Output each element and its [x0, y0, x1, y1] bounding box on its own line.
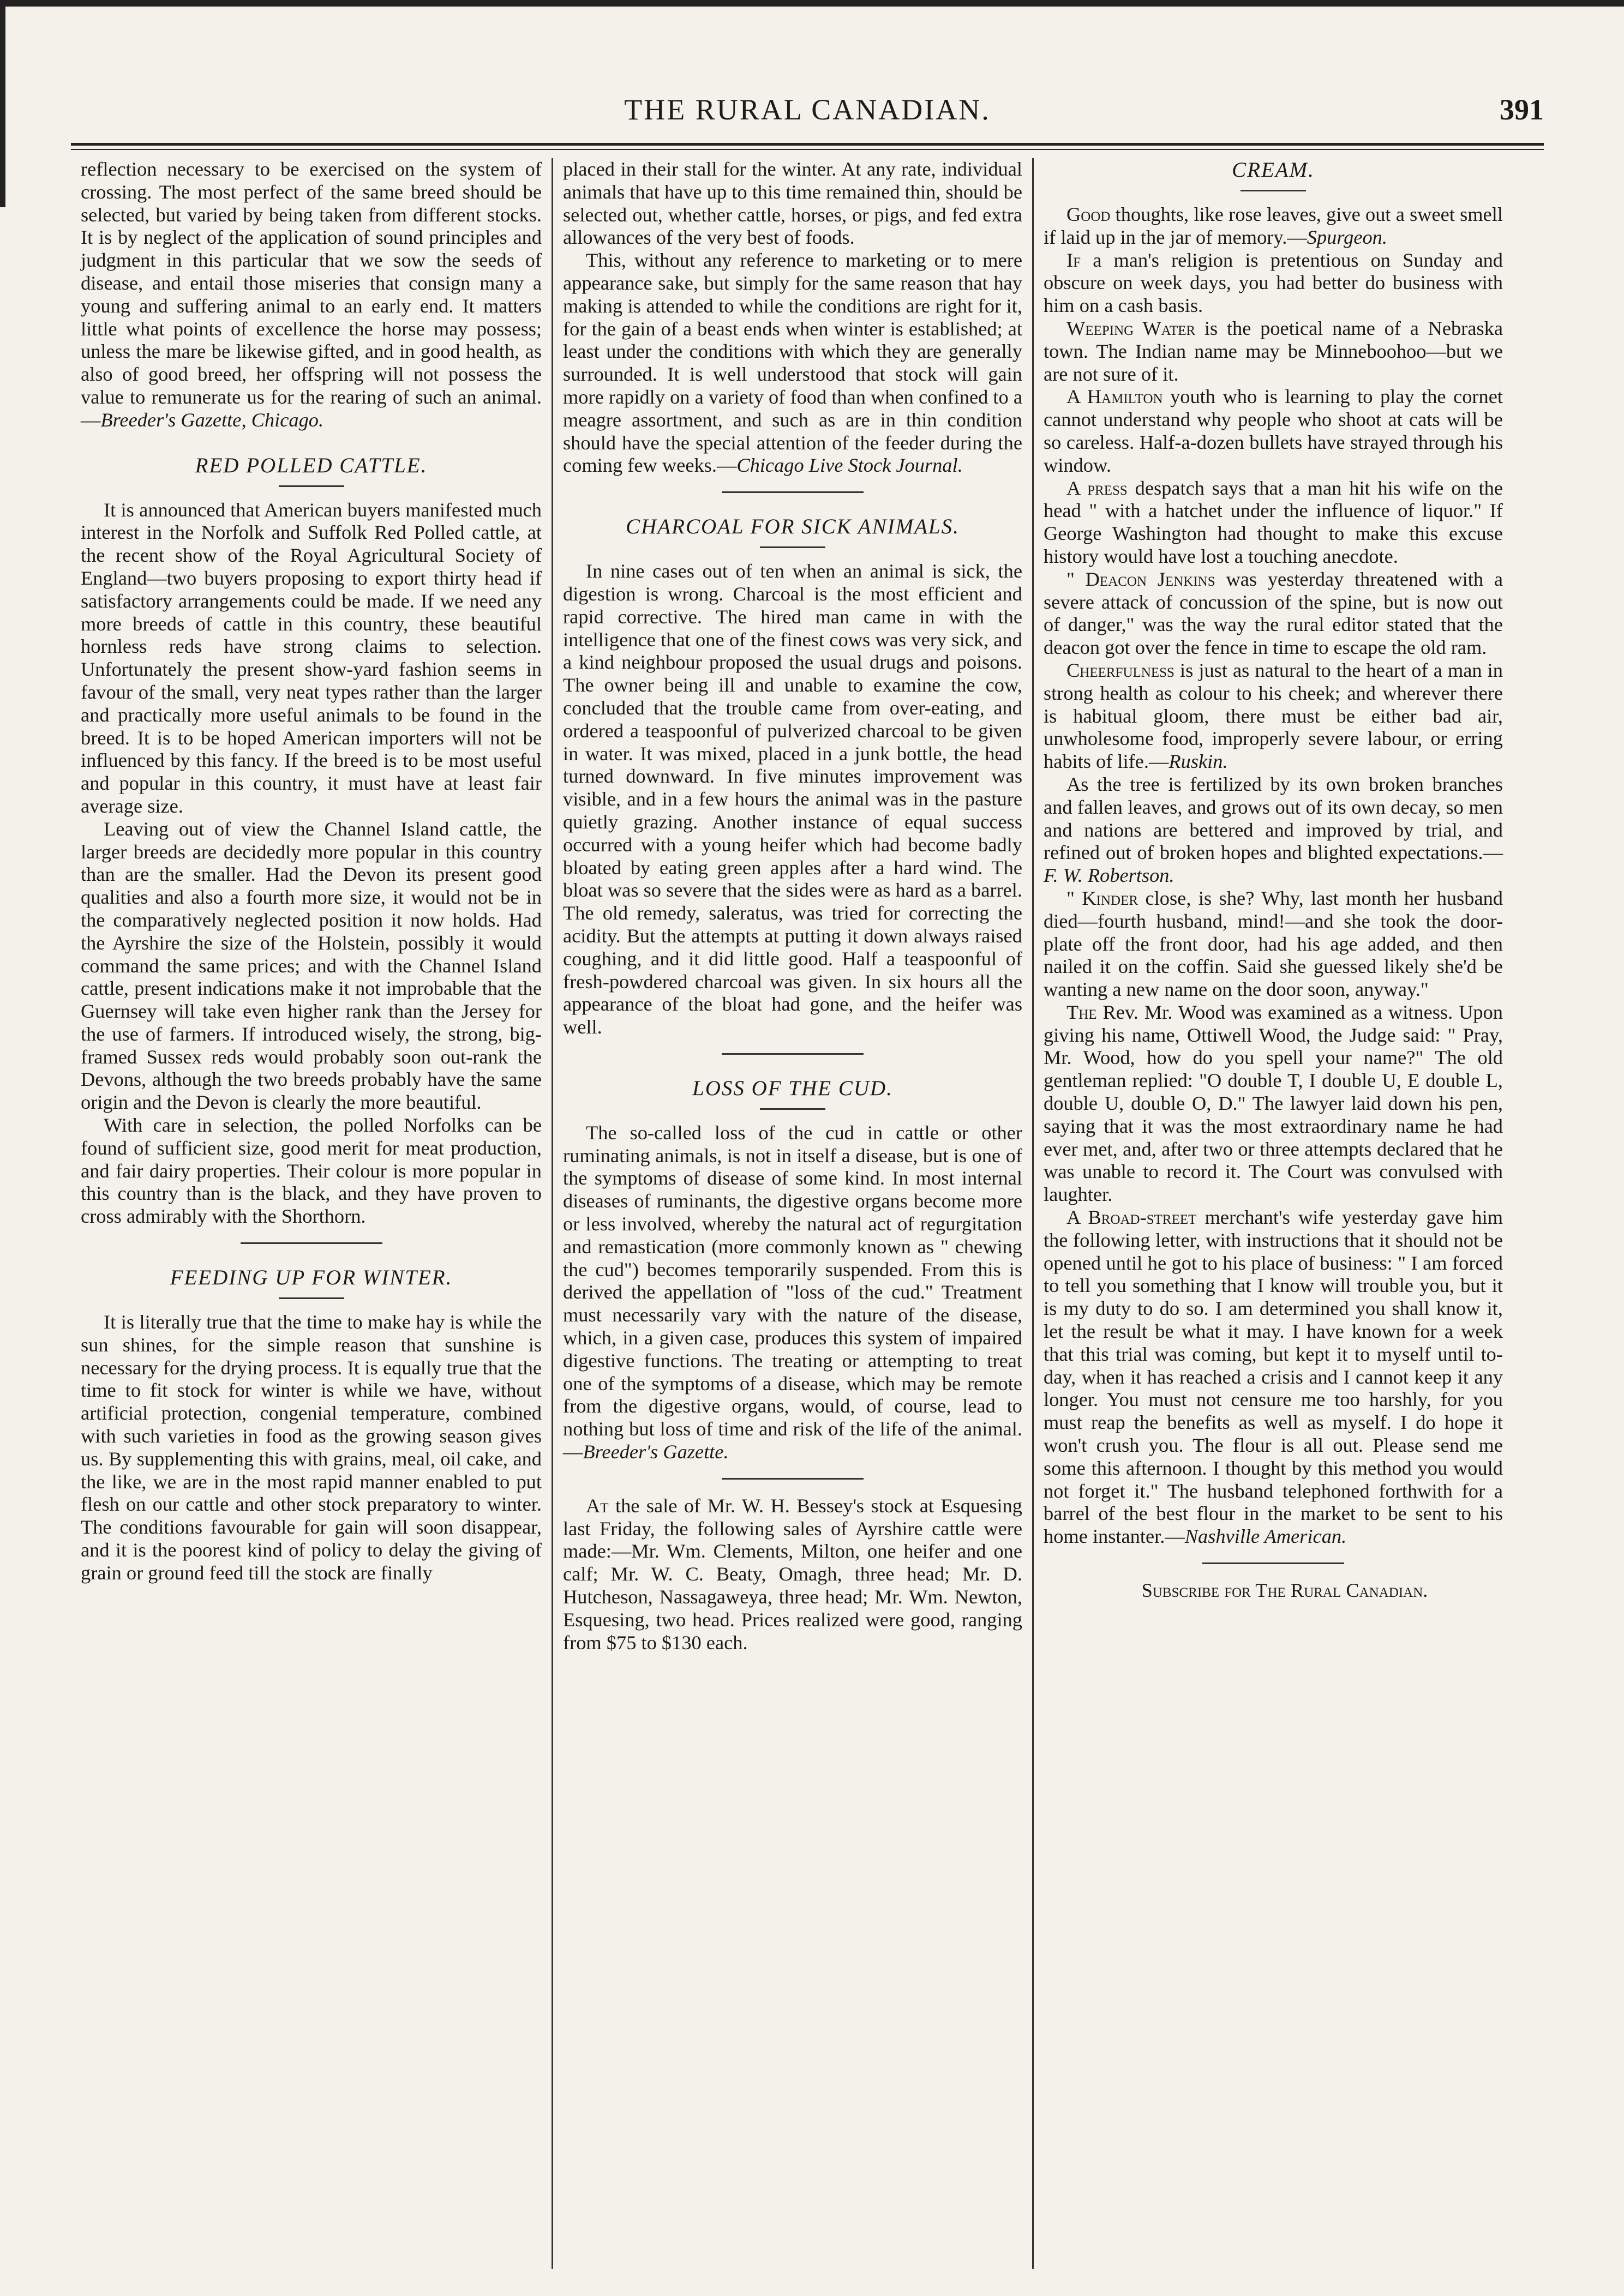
subscribe-notice: Subscribe for The Rural Canadian. [1141, 1579, 1428, 1602]
divider [1241, 190, 1306, 191]
divider [722, 1478, 864, 1480]
divider [1202, 1562, 1344, 1564]
article-paragraph: With care in selection, the polled Norfolks can be found of sufficient size, good merit for meat production, and fair dairy properties. Their colour is more popular in this country than is the black, and they have proven to cross admirably with the Shorthorn. [81, 1114, 542, 1228]
column-1 [71, 158, 552, 2269]
article-paragraph: In nine cases out of ten when an animal is sick, the digestion is wrong. Charcoal is the most efficient and rapid corrective. The hired man came in with the intelligence that one of the finest cows was very sick, and a kind neighbour proposed the usual drugs and poisons. The owner being ill and unable to examine the cow, concluded that the trouble came from over-eating, and ordered a teaspoonful of pulverized charcoal to be given in water. It was mixed, placed in a junk bottle, the head turned downward. In five minutes improvement was visible, and in a few hours the animal was in the pasture quietly grazing. Another instance of equal success occurred with a young heifer which had become badly bloated by eating green apples after a hard wind. The bloat was so severe that the sides were as hard as a barrel. The old remedy, saleratus, was tried for correcting the acidity. But the attempts at putting it down always raised coughing, and it did little good. Half a teaspoonful of fresh-powdered charcoal was given. In six hours all the appearance of the bloat had gone, and the heifer was well. [563, 560, 1022, 1038]
article-paragraph: Good thoughts, like rose leaves, give out a sweet smell if laid up in the jar of memory.—Spurgeon. [1044, 203, 1503, 248]
article-paragraph: A Hamilton youth who is learning to play the cornet cannot understand why people who shoot at cats will be so careless. Half-a-dozen bullets have strayed through his window. [1044, 386, 1503, 476]
article-paragraph: At the sale of Mr. W. H. Bessey's stock at Esquesing last Friday, the following sales of Ayrshire cattle were made:—Mr. Wm. Clements, Milton, one heifer and one calf; Mr. W. C. Beaty, Omagh, three head; Mr. D. Hutcheson, Nassagaweya, three head; Mr. Wm. Newton, Esquesing, two head. Prices realized were good, ranging from $75 to $130 each. [563, 1494, 1022, 1654]
left-margin-rule [0, 0, 5, 207]
article-paragraph: reflection necessary to be exercised on the system of crossing. The most perfect of the same breed should be selected, but varied by being taken from different stocks. It is by neglect of the application of sound principles and judgment in this particular that we sow the seeds of disease, and entail those miseries that consign many a young and suffering animal to an early end. It matters little what points of excellence the horse may possess; unless the mare be likewise gifted, and in good health, as also of good breed, her offspring will not possess the value to remunerate us for the rearing of such an animal.—Breeder's Gazette, Chicago. [81, 158, 542, 431]
article-paragraph: A Broad-street merchant's wife yesterday gave him the following letter, with instructions that it should not be opened until he got to his place of business: " I am forced to tell you something that I know will trouble you, but it is my duty to do so. I am determined you shall know it, let the result be what it may. I have known for a week that this trial was coming, but kept it to myself until to-day, when it has reached a crisis and I cannot keep it any longer. You must not censure me too harshly, for you must reap the benefits as well as myself. I do hope it won't crush you. The flour is all out. Please send me some this afternoon. I thought by this method you would not forget it." The husband telephoned forthwith for a barrel of the best flour in the market to be sent to his home instanter.—Nashville American. [1044, 1206, 1503, 1548]
heading-cream: CREAM. [1232, 158, 1315, 182]
divider [760, 546, 825, 548]
header-rule [71, 143, 1544, 146]
article-paragraph: Cheerfulness is just as natural to the heart of a man in strong health as colour to his cheek; and wherever there is habitual gloom, there must be either bad air, unwholesome food, improperly severe labour, or erring habits of life.—Ruskin. [1044, 659, 1503, 773]
article-paragraph: This, without any reference to marketing or to mere appearance sake, but simply for the same reason that hay making is attended to while the conditions are right for it, for the gain of a beast ends when winter is established; at least under the conditions with which they are generally surrounded. It is well understood that stock will gain more rapidly on a variety of food than when confined to a meagre assortment, and such as are in thin condition should have the special attention of the feeder during the coming few weeks.—Chicago Live Stock Journal. [563, 249, 1022, 477]
article-columns [71, 158, 1544, 2269]
page-header [71, 93, 1544, 136]
article-paragraph: placed in their stall for the winter. At any rate, individual animals that have up to this time remained thin, should be selected out, whether cattle, horses, or pigs, and fed extra allowances of the very best of foods. [563, 158, 1022, 249]
article-paragraph: It is literally true that the time to make hay is while the sun shines, for the simple reason that sunshine is necessary for the drying process. It is equally true that the time to fit stock for winter is while we have, without artificial protection, congenial temperature, combined with such varieties in food as the growing season gives us. By supplementing this with grains, meal, oil cake, and the like, we are in the most rapid manner enabled to put flesh on our cattle and other stock preparatory to winter. The conditions favourable for gain will soon disappear, and it is the poorest kind of policy to delay the giving of grain or ground feed till the stock are finally [81, 1311, 542, 1584]
divider [722, 491, 864, 493]
divider [760, 1108, 825, 1110]
article-paragraph: Leaving out of view the Channel Island cattle, the larger breeds are decidedly more popular in this country than are the smaller. Had the Devon its present good qualities and also a fourth more size, it would not be in the comparatively neglected position it now holds. Had the Ayrshire the size of the Holstein, possibly it would command the same prices; and with the Channel Island cattle, present indications make it not improbable that the Guernsey will take even higher rank than the Jersey for the use of farmers. If introduced wisely, the strong, big-framed Sussex reds would probably soon out-rank the Devons, although the two breeds probably have the same origin and the Devon is clearly the more beautiful. [81, 818, 542, 1114]
heading-loss-of-the-cud: LOSS OF THE CUD. [692, 1076, 893, 1100]
article-paragraph: It is announced that American buyers manifested much interest in the Norfolk and Suffolk Red Polled cattle, at the recent show of the Royal Agricultural Society of England—two buyers proposing to export thirty head if satisfactory arrangements could be made. If we need any more breeds of cattle in this country, these beautiful hornless reds have strong claims to selection. Unfortunately the present show-yard fashion seems in favour of the small, very neat types rather than the larger and practically more useful animals to be found in the breed. It is to be hoped American importers will not be influenced by this fancy. If the breed is to be most useful and popular in this country, it must have at least fair average size. [81, 498, 542, 817]
divider [279, 1297, 344, 1299]
newspaper-page [71, 93, 1544, 2269]
article-paragraph: " Deacon Jenkins was yesterday threatened with a severe attack of concussion of the spine, but is now out of danger," was the way the rural editor stated that the deacon got over the fence in time to escape the old ram. [1044, 568, 1503, 659]
divider [722, 1053, 864, 1055]
article-paragraph: Weeping Water is the poetical name of a Nebraska town. The Indian name may be Minneboohoo—but we are not sure of it. [1044, 317, 1503, 385]
heading-charcoal-for-sick-animals: CHARCOAL FOR SICK ANIMALS. [626, 515, 960, 539]
page-title: THE RURAL CANADIAN. [624, 93, 991, 126]
article-paragraph: As the tree is fertilized by its own broken branches and fallen leaves, and grows out of its own decay, so men and nations are bettered and improved by trial, and refined out of broken hopes and blighted expectations.—F. W. Robertson. [1044, 773, 1503, 887]
article-paragraph: " Kinder close, is she? Why, last month her husband died—fourth husband, mind!—and she took the door-plate off the front door, had his age added, and then nailed it on the coffin. Said she guessed likely she'd be wanting a new name on the door soon, anyway." [1044, 887, 1503, 1001]
top-rule [0, 0, 1624, 7]
article-paragraph: The so-called loss of the cud in cattle or other ruminating animals, is not in itself a disease, but is one of the symptoms of disease of some kind. In most internal diseases of ruminants, the digestive organs become more or less involved, whereby the natural act of regurgitation and remastication (more commonly known as " chewing the cud") becomes temporarily suspended. From this is derived the appellation of "loss of the cud." Treatment must necessarily vary with the nature of the disease, which, in a given case, produces this system of impaired digestive functions. The treating or attempting to treat one of the symptoms of a disease, which may be remote from the digestive organs, would, of course, lead to nothing but loss of time and risk of the life of the animal.—Breeder's Gazette. [563, 1121, 1022, 1463]
article-paragraph: A press despatch says that a man hit his wife on the head " with a hatchet under the influence of liquor." If George Washington had thought to make this excuse history would have lost a touching anecdote. [1044, 477, 1503, 567]
column-3 [1032, 158, 1513, 2269]
heading-red-polled-cattle: RED POLLED CATTLE. [195, 453, 428, 477]
header-rule-thin [71, 149, 1544, 150]
article-paragraph: The Rev. Mr. Wood was examined as a witness. Upon giving his name, Ottiwell Wood, the Judge said: " Pray, Mr. Wood, how do you spell your name?" The old gentleman replied: "O double T, I double U, E double L, double U, double O, D." The lawyer laid down his pen, saying that it was the most extraordinary name he had ever met, and, after two or three attempts declared that he was unable to record it. The Court was convulsed with laughter. [1044, 1001, 1503, 1206]
heading-feeding-up-for-winter: FEEDING UP FOR WINTER. [170, 1266, 453, 1290]
page-number: 391 [1500, 93, 1544, 126]
column-2 [552, 158, 1032, 2269]
divider [279, 485, 344, 487]
article-paragraph: If a man's religion is pretentious on Sunday and obscure on week days, you had better do business with him on a cash basis. [1044, 249, 1503, 317]
divider [241, 1242, 382, 1244]
